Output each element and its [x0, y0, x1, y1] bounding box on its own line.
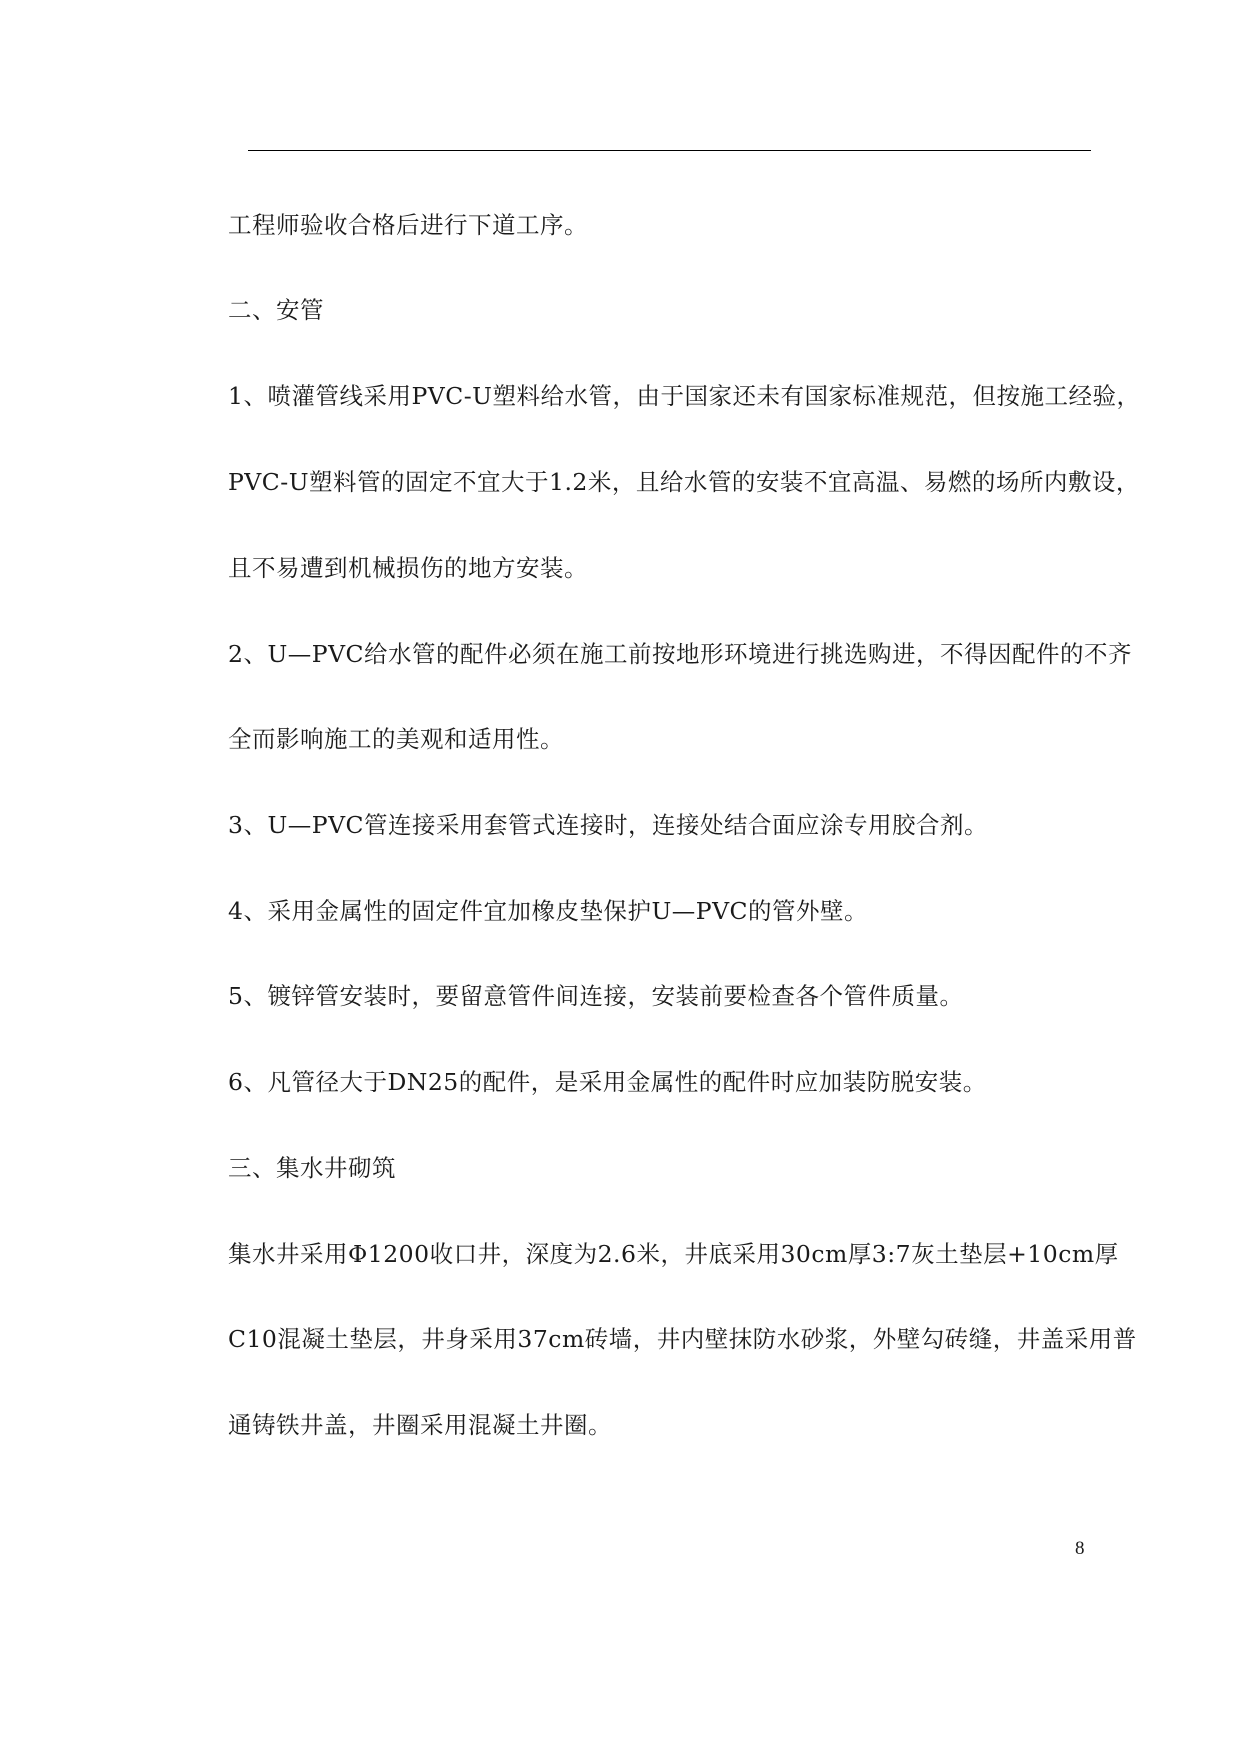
paragraph-line: 6、凡管径大于DN25的配件，是采用金属性的配件时应加装防脱安装。: [228, 1068, 987, 1096]
section-heading: 二、安管: [228, 296, 324, 324]
paragraph-line: 2、U—PVC给水管的配件必须在施工前按地形环境进行挑选购进，不得因配件的不齐: [228, 640, 1133, 668]
paragraph-line: C10混凝土垫层，井身采用37cm砖墙，井内壁抹防水砂浆，外壁勾砖缝，井盖采用普: [228, 1325, 1137, 1353]
paragraph-line: 4、采用金属性的固定件宜加橡皮垫保护U—PVC的管外壁。: [228, 897, 869, 925]
paragraph-line: 3、U—PVC管连接采用套管式连接时，连接处结合面应涂专用胶合剂。: [228, 811, 989, 839]
paragraph-line: 通铸铁井盖，井圈采用混凝土井圈。: [228, 1411, 612, 1439]
paragraph-line: 集水井采用Φ1200收口井，深度为2.6米，井底采用30cm厚3:7灰土垫层+10cm厚: [228, 1240, 1119, 1268]
paragraph-line: 且不易遭到机械损伤的地方安装。: [228, 554, 588, 582]
paragraph-line: 工程师验收合格后进行下道工序。: [228, 211, 588, 239]
header-rule: [248, 150, 1091, 151]
paragraph-line: 5、镀锌管安装时，要留意管件间连接，安装前要检查各个管件质量。: [228, 982, 964, 1010]
page-number: 8: [1075, 1538, 1085, 1559]
section-heading: 三、集水井砌筑: [228, 1154, 396, 1182]
paragraph-line: PVC-U塑料管的固定不宜大于1.2米，且给水管的安装不宜高温、易燃的场所内敷设，: [228, 468, 1140, 496]
paragraph-line: 全而影响施工的美观和适用性。: [228, 725, 564, 753]
paragraph-line: 1、喷灌管线采用PVC-U塑料给水管，由于国家还未有国家标准规范，但按施工经验，: [228, 382, 1141, 410]
